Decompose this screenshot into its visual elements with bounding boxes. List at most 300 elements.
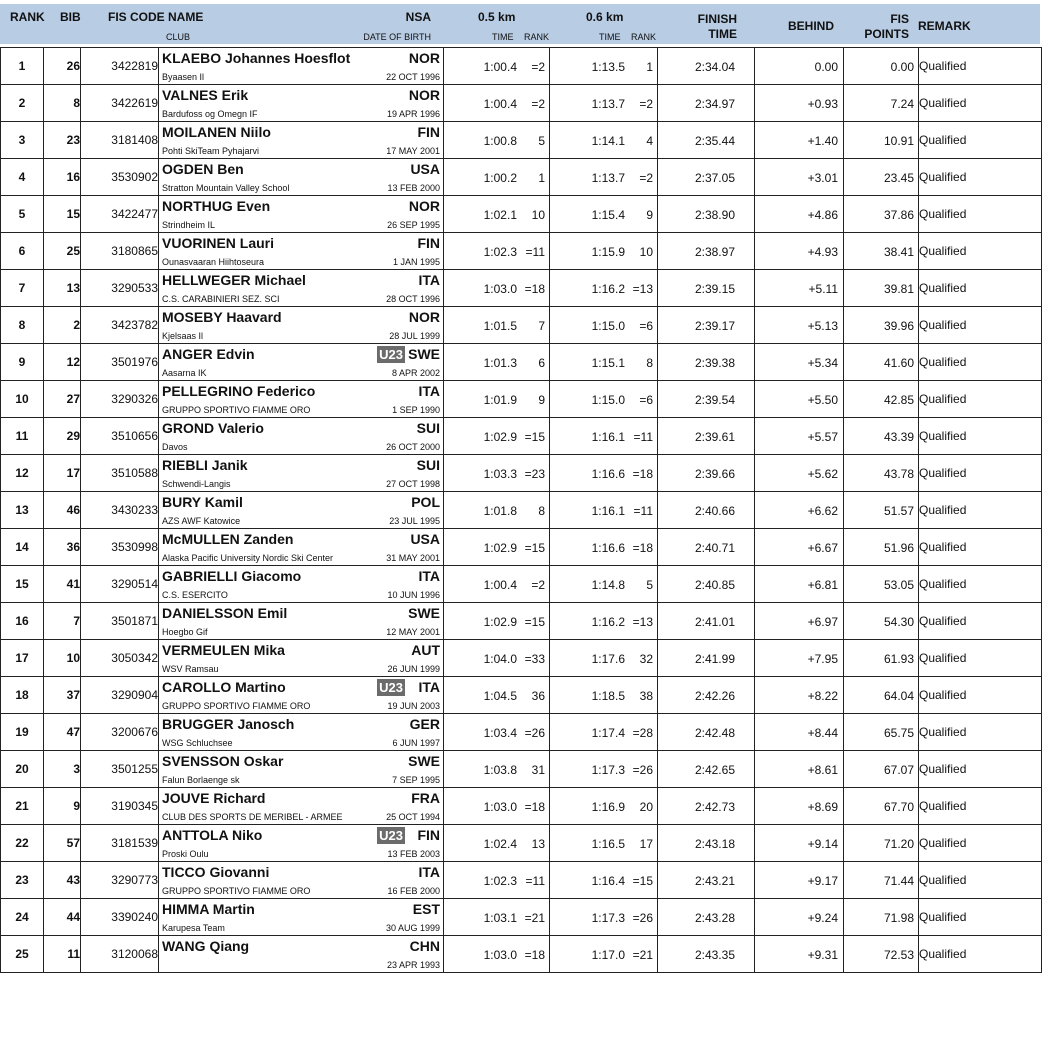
bib-cell: 44: [44, 899, 81, 936]
split-1-cell: [444, 566, 550, 603]
table-row: [1, 196, 1042, 233]
athlete-nsa: GER: [409, 716, 440, 732]
behind-cell: [755, 862, 844, 899]
bib-cell: 7: [44, 603, 81, 640]
fis-points: 61.93: [883, 652, 914, 666]
split-2-cell: [550, 788, 658, 825]
split-1-time: 1:02.9: [483, 615, 517, 629]
athlete-club: Strindheim IL: [162, 220, 216, 230]
finish-time-cell: [658, 85, 755, 122]
behind-value: +5.50: [807, 393, 838, 407]
behind-value: +6.67: [807, 541, 838, 555]
finish-time: 2:40.66: [694, 504, 735, 518]
split-2-rank: =26: [632, 911, 653, 925]
split-1-time: 1:01.5: [483, 319, 517, 333]
athlete-cell: [159, 566, 444, 603]
finish-time: 2:40.85: [694, 578, 735, 592]
split-1-cell: [444, 825, 550, 862]
finish-time: 2:41.01: [694, 615, 735, 629]
bib-cell: 26: [44, 48, 81, 85]
behind-cell: [755, 307, 844, 344]
athlete-nsa: ITA: [418, 272, 440, 288]
split-1-cell: [444, 159, 550, 196]
fis-code-cell: 3120068: [81, 936, 159, 973]
finish-time-cell: [658, 529, 755, 566]
athlete-name: TICCO Giovanni: [162, 864, 270, 880]
finish-time: 2:39.61: [694, 430, 735, 444]
remark-cell: Qualified: [919, 344, 1042, 381]
athlete-club: Aasarna IK: [162, 368, 207, 378]
behind-value: +6.62: [807, 504, 838, 518]
split-2-cell: [550, 233, 658, 270]
header-finish-line2: TIME: [708, 27, 737, 41]
bib-cell: 25: [44, 233, 81, 270]
fis-points: 10.91: [883, 134, 914, 148]
split-1-rank: =26: [524, 726, 545, 740]
fis-points-cell: [844, 714, 919, 751]
split-2-time: 1:16.4: [591, 874, 625, 888]
split-1-cell: [444, 677, 550, 714]
bib-cell: 10: [44, 640, 81, 677]
split-2-cell: [550, 492, 658, 529]
split-2-rank: 5: [646, 578, 653, 592]
split-1-rank: 1: [538, 171, 545, 185]
behind-value: +4.86: [807, 208, 838, 222]
fis-points: 64.04: [883, 689, 914, 703]
split-1-time: 1:03.0: [483, 948, 517, 962]
finish-time: 2:39.17: [694, 319, 735, 333]
split-1-cell: [444, 640, 550, 677]
split-1-rank: =11: [525, 874, 545, 888]
athlete-cell: [159, 529, 444, 566]
fis-code-cell: 3422619: [81, 85, 159, 122]
fis-points: 51.57: [883, 504, 914, 518]
split-1-rank: =2: [531, 97, 545, 111]
fis-code-cell: 3390240: [81, 899, 159, 936]
athlete-cell: [159, 751, 444, 788]
remark-cell: Qualified: [919, 122, 1042, 159]
fis-code-cell: 3422819: [81, 48, 159, 85]
split-2-time: 1:16.1: [591, 430, 625, 444]
bib-cell: 13: [44, 270, 81, 307]
rank-cell: 4: [1, 159, 44, 196]
fis-code-cell: 3290326: [81, 381, 159, 418]
remark-cell: Qualified: [919, 751, 1042, 788]
split-2-cell: [550, 122, 658, 159]
finish-time-cell: [658, 714, 755, 751]
split-1-cell: [444, 751, 550, 788]
fis-points-cell: [844, 492, 919, 529]
behind-value: 0.00: [814, 60, 838, 74]
split-2-rank: 38: [639, 689, 653, 703]
rank-cell: 16: [1, 603, 44, 640]
split-1-time: 1:01.8: [483, 504, 517, 518]
finish-time: 2:38.90: [694, 208, 735, 222]
fis-points-cell: [844, 455, 919, 492]
athlete-club: Ounasvaaran Hiihtoseura: [162, 257, 265, 267]
split-2-time: 1:17.6: [591, 652, 625, 666]
remark-cell: Qualified: [919, 936, 1042, 973]
split-1-time: 1:00.4: [483, 578, 517, 592]
split-1-time: 1:00.8: [483, 134, 517, 148]
athlete-club: Stratton Mountain Valley School: [162, 183, 290, 193]
finish-time-cell: [658, 270, 755, 307]
athlete-club: GRUPPO SPORTIVO FIAMME ORO: [162, 405, 311, 415]
athlete-club: Alaska Pacific University Nordic Ski Center: [162, 553, 334, 563]
fis-code-cell: 3180865: [81, 233, 159, 270]
athlete-name: KLAEBO Johannes Hoesflot: [162, 50, 351, 66]
bib-cell: 46: [44, 492, 81, 529]
athlete-dob: 19 APR 1996: [386, 109, 440, 119]
behind-cell: [755, 196, 844, 233]
fis-code-cell: 3530902: [81, 159, 159, 196]
finish-time: 2:43.21: [694, 874, 735, 888]
bib-cell: 43: [44, 862, 81, 899]
finish-time: 2:35.44: [694, 134, 735, 148]
split-1-rank: 7: [538, 319, 545, 333]
fis-code-cell: 3290773: [81, 862, 159, 899]
athlete-nsa: FIN: [417, 124, 440, 140]
split-2-rank: =18: [632, 541, 653, 555]
split-2-cell: [550, 936, 658, 973]
behind-value: +4.93: [807, 245, 838, 259]
split-2-rank: 8: [646, 356, 653, 370]
header-bib: BIB: [60, 10, 81, 24]
athlete-cell: [159, 492, 444, 529]
split-2-time: 1:14.8: [591, 578, 625, 592]
split-2-rank: =13: [632, 282, 653, 296]
behind-cell: [755, 936, 844, 973]
finish-time-cell: [658, 899, 755, 936]
fis-points-cell: [844, 159, 919, 196]
split-1-cell: [444, 529, 550, 566]
table-row: [1, 270, 1042, 307]
finish-time-cell: [658, 344, 755, 381]
table-row: [1, 566, 1042, 603]
fis-points: 71.20: [883, 837, 914, 851]
athlete-cell: [159, 418, 444, 455]
rank-cell: 17: [1, 640, 44, 677]
athlete-dob: 26 SEP 1995: [387, 220, 440, 230]
rank-cell: 11: [1, 418, 44, 455]
remark-cell: Qualified: [919, 714, 1042, 751]
split-2-time: 1:16.5: [591, 837, 625, 851]
fis-points: 0.00: [890, 60, 914, 74]
split-1-cell: [444, 788, 550, 825]
fis-points-cell: [844, 48, 919, 85]
split-2-cell: [550, 603, 658, 640]
behind-cell: [755, 825, 844, 862]
fis-points-cell: [844, 936, 919, 973]
behind-value: +5.11: [808, 282, 838, 296]
behind-cell: [755, 381, 844, 418]
split-2-rank: 1: [646, 60, 653, 74]
rank-cell: 24: [1, 899, 44, 936]
remark-cell: Qualified: [919, 677, 1042, 714]
behind-value: +8.69: [807, 800, 838, 814]
finish-time: 2:43.28: [694, 911, 735, 925]
header-remark: REMARK: [918, 19, 971, 33]
athlete-nsa: ITA: [418, 679, 440, 695]
split-1-rank: =15: [524, 430, 545, 444]
u23-badge: U23: [379, 347, 403, 362]
split-2-rank: 4: [646, 134, 653, 148]
athlete-cell: [159, 381, 444, 418]
finish-time-cell: [658, 825, 755, 862]
athlete-nsa: USA: [410, 531, 440, 547]
athlete-cell: [159, 640, 444, 677]
fis-points-cell: [844, 196, 919, 233]
split-1-rank: 36: [531, 689, 545, 703]
bib-cell: 15: [44, 196, 81, 233]
fis-points: 38.41: [883, 245, 914, 259]
table-row: [1, 677, 1042, 714]
split-1-cell: [444, 85, 550, 122]
split-2-rank: 10: [639, 245, 653, 259]
split-1-cell: [444, 714, 550, 751]
fis-code-cell: 3423782: [81, 307, 159, 344]
split-2-rank: =21: [632, 948, 653, 962]
athlete-dob: 10 JUN 1996: [387, 590, 440, 600]
athlete-club: C.S. CARABINIERI SEZ. SCI: [162, 294, 280, 304]
athlete-nsa: NOR: [408, 198, 440, 214]
fis-points: 37.86: [883, 208, 914, 222]
fis-points-cell: [844, 751, 919, 788]
athlete-nsa: CHN: [409, 938, 440, 954]
fis-points: 51.96: [883, 541, 914, 555]
athlete-dob: 23 APR 1993: [386, 960, 440, 970]
remark-cell: Qualified: [919, 418, 1042, 455]
split-2-time: 1:13.5: [591, 60, 625, 74]
athlete-cell: [159, 936, 444, 973]
split-1-cell: [444, 381, 550, 418]
split-2-rank: =13: [632, 615, 653, 629]
finish-time: 2:39.66: [694, 467, 735, 481]
behind-cell: [755, 714, 844, 751]
athlete-name: RIEBLI Janik: [162, 457, 248, 473]
athlete-nsa: NOR: [408, 87, 440, 103]
rank-cell: 1: [1, 48, 44, 85]
split-1-cell: [444, 455, 550, 492]
behind-value: +6.97: [807, 615, 838, 629]
finish-time: 2:41.99: [694, 652, 735, 666]
split-2-time: 1:16.2: [591, 282, 625, 296]
finish-time-cell: [658, 603, 755, 640]
rank-cell: 9: [1, 344, 44, 381]
remark-cell: Qualified: [919, 899, 1042, 936]
header-rank: RANK: [10, 10, 45, 24]
athlete-cell: [159, 196, 444, 233]
rank-cell: 23: [1, 862, 44, 899]
split-2-time: 1:17.3: [591, 763, 625, 777]
finish-time: 2:37.05: [694, 171, 735, 185]
split-1-time: 1:00.4: [483, 60, 517, 74]
split-2-cell: [550, 344, 658, 381]
split-2-cell: [550, 899, 658, 936]
athlete-nsa: ITA: [418, 383, 440, 399]
athlete-name: SVENSSON Oskar: [162, 753, 284, 769]
table-row: [1, 899, 1042, 936]
athlete-nsa: SUI: [416, 420, 440, 436]
split-2-rank: =6: [639, 319, 653, 333]
athlete-dob: 26 JUN 1999: [387, 664, 440, 674]
fis-code-cell: 3501976: [81, 344, 159, 381]
athlete-cell: [159, 899, 444, 936]
table-row: [1, 159, 1042, 196]
fis-points-cell: [844, 381, 919, 418]
behind-cell: [755, 48, 844, 85]
finish-time-cell: [658, 492, 755, 529]
athlete-club: CLUB DES SPORTS DE MERIBEL - ARMEE: [162, 812, 343, 822]
athlete-name: DANIELSSON Emil: [162, 605, 288, 621]
finish-time: 2:42.65: [694, 763, 735, 777]
athlete-club: GRUPPO SPORTIVO FIAMME ORO: [162, 886, 311, 896]
fis-code-cell: 3430233: [81, 492, 159, 529]
fis-code-cell: 3290904: [81, 677, 159, 714]
rank-cell: 2: [1, 85, 44, 122]
fis-points: 7.24: [890, 97, 914, 111]
split-2-cell: [550, 714, 658, 751]
behind-value: +1.40: [807, 134, 838, 148]
behind-value: +5.62: [807, 467, 838, 481]
athlete-name: MOILANEN Niilo: [162, 124, 271, 140]
results-table: [0, 47, 1042, 973]
split-1-rank: =15: [524, 541, 545, 555]
split-2-rank: 20: [639, 800, 653, 814]
fis-points-cell: [844, 677, 919, 714]
fis-points-cell: [844, 418, 919, 455]
remark-cell: Qualified: [919, 48, 1042, 85]
split-2-time: 1:17.4: [591, 726, 625, 740]
bib-cell: 36: [44, 529, 81, 566]
finish-time: 2:40.71: [694, 541, 735, 555]
table-row: [1, 344, 1042, 381]
behind-cell: [755, 122, 844, 159]
behind-value: +8.22: [807, 689, 838, 703]
athlete-club: C.S. ESERCITO: [162, 590, 228, 600]
athlete-cell: [159, 714, 444, 751]
rank-cell: 13: [1, 492, 44, 529]
fis-points: 54.30: [883, 615, 914, 629]
header-split-2-time: TIME: [599, 32, 621, 42]
athlete-cell: [159, 455, 444, 492]
table-row: [1, 418, 1042, 455]
athlete-cell: [159, 233, 444, 270]
header-split-2: 0.6 km: [586, 10, 624, 24]
split-1-rank: =33: [524, 652, 545, 666]
remark-cell: Qualified: [919, 307, 1042, 344]
athlete-cell: [159, 159, 444, 196]
split-1-rank: =18: [524, 800, 545, 814]
behind-cell: [755, 455, 844, 492]
fis-code-cell: 3501255: [81, 751, 159, 788]
fis-code-cell: 3190345: [81, 788, 159, 825]
finish-time-cell: [658, 48, 755, 85]
athlete-nsa: ITA: [418, 864, 440, 880]
rank-cell: 18: [1, 677, 44, 714]
split-1-rank: 10: [531, 208, 545, 222]
table-row: [1, 640, 1042, 677]
header-split-1: 0.5 km: [478, 10, 516, 24]
header-finish-line1: FINISH: [697, 12, 737, 26]
finish-time-cell: [658, 418, 755, 455]
athlete-nsa: FRA: [411, 790, 440, 806]
behind-cell: [755, 233, 844, 270]
athlete-nsa: SUI: [416, 457, 440, 473]
split-2-time: 1:18.5: [591, 689, 625, 703]
split-2-rank: =18: [632, 467, 653, 481]
athlete-name: OGDEN Ben: [162, 161, 244, 177]
table-row: [1, 492, 1042, 529]
split-1-time: 1:04.5: [483, 689, 517, 703]
split-1-rank: 9: [538, 393, 545, 407]
table-row: [1, 455, 1042, 492]
athlete-name: MOSEBY Haavard: [162, 309, 282, 325]
fis-points-cell: [844, 529, 919, 566]
finish-time: 2:38.97: [694, 245, 735, 259]
athlete-dob: 30 AUG 1999: [385, 923, 440, 933]
split-2-time: 1:16.6: [591, 541, 625, 555]
split-1-cell: [444, 936, 550, 973]
athlete-dob: 16 FEB 2000: [387, 886, 440, 896]
athlete-cell: [159, 603, 444, 640]
finish-time: 2:34.04: [694, 60, 735, 74]
finish-time: 2:42.48: [694, 726, 735, 740]
fis-points: 72.53: [883, 948, 914, 962]
split-1-rank: =18: [524, 948, 545, 962]
split-2-cell: [550, 85, 658, 122]
athlete-cell: [159, 48, 444, 85]
remark-cell: Qualified: [919, 381, 1042, 418]
fis-points: 67.07: [883, 763, 914, 777]
behind-cell: [755, 677, 844, 714]
split-1-time: 1:02.9: [483, 541, 517, 555]
athlete-cell: [159, 122, 444, 159]
athlete-dob: 1 JAN 1995: [392, 257, 440, 267]
rank-cell: 15: [1, 566, 44, 603]
athlete-club: Proski Oulu: [162, 849, 209, 859]
bib-cell: 12: [44, 344, 81, 381]
split-2-time: 1:14.1: [591, 134, 625, 148]
remark-cell: Qualified: [919, 825, 1042, 862]
split-1-cell: [444, 270, 550, 307]
finish-time-cell: [658, 159, 755, 196]
split-2-rank: 17: [639, 837, 653, 851]
bib-cell: 57: [44, 825, 81, 862]
fis-points: 41.60: [883, 356, 914, 370]
athlete-dob: 12 MAY 2001: [386, 627, 440, 637]
results-body: [1, 48, 1042, 973]
split-2-rank: =28: [632, 726, 653, 740]
split-2-cell: [550, 566, 658, 603]
athlete-name: BRUGGER Janosch: [162, 716, 295, 732]
finish-time: 2:39.15: [694, 282, 735, 296]
remark-cell: Qualified: [919, 862, 1042, 899]
split-2-time: 1:13.7: [591, 97, 625, 111]
athlete-dob: 31 MAY 2001: [386, 553, 440, 563]
athlete-name: GROND Valerio: [162, 420, 264, 436]
split-2-cell: [550, 196, 658, 233]
remark-cell: Qualified: [919, 270, 1042, 307]
header-date-of-birth: DATE OF BIRTH: [363, 32, 431, 42]
fis-points: 71.44: [883, 874, 914, 888]
fis-code-cell: 3200676: [81, 714, 159, 751]
finish-time-cell: [658, 936, 755, 973]
athlete-nsa: POL: [411, 494, 440, 510]
split-1-time: 1:02.9: [483, 430, 517, 444]
bib-cell: 29: [44, 418, 81, 455]
behind-cell: [755, 751, 844, 788]
